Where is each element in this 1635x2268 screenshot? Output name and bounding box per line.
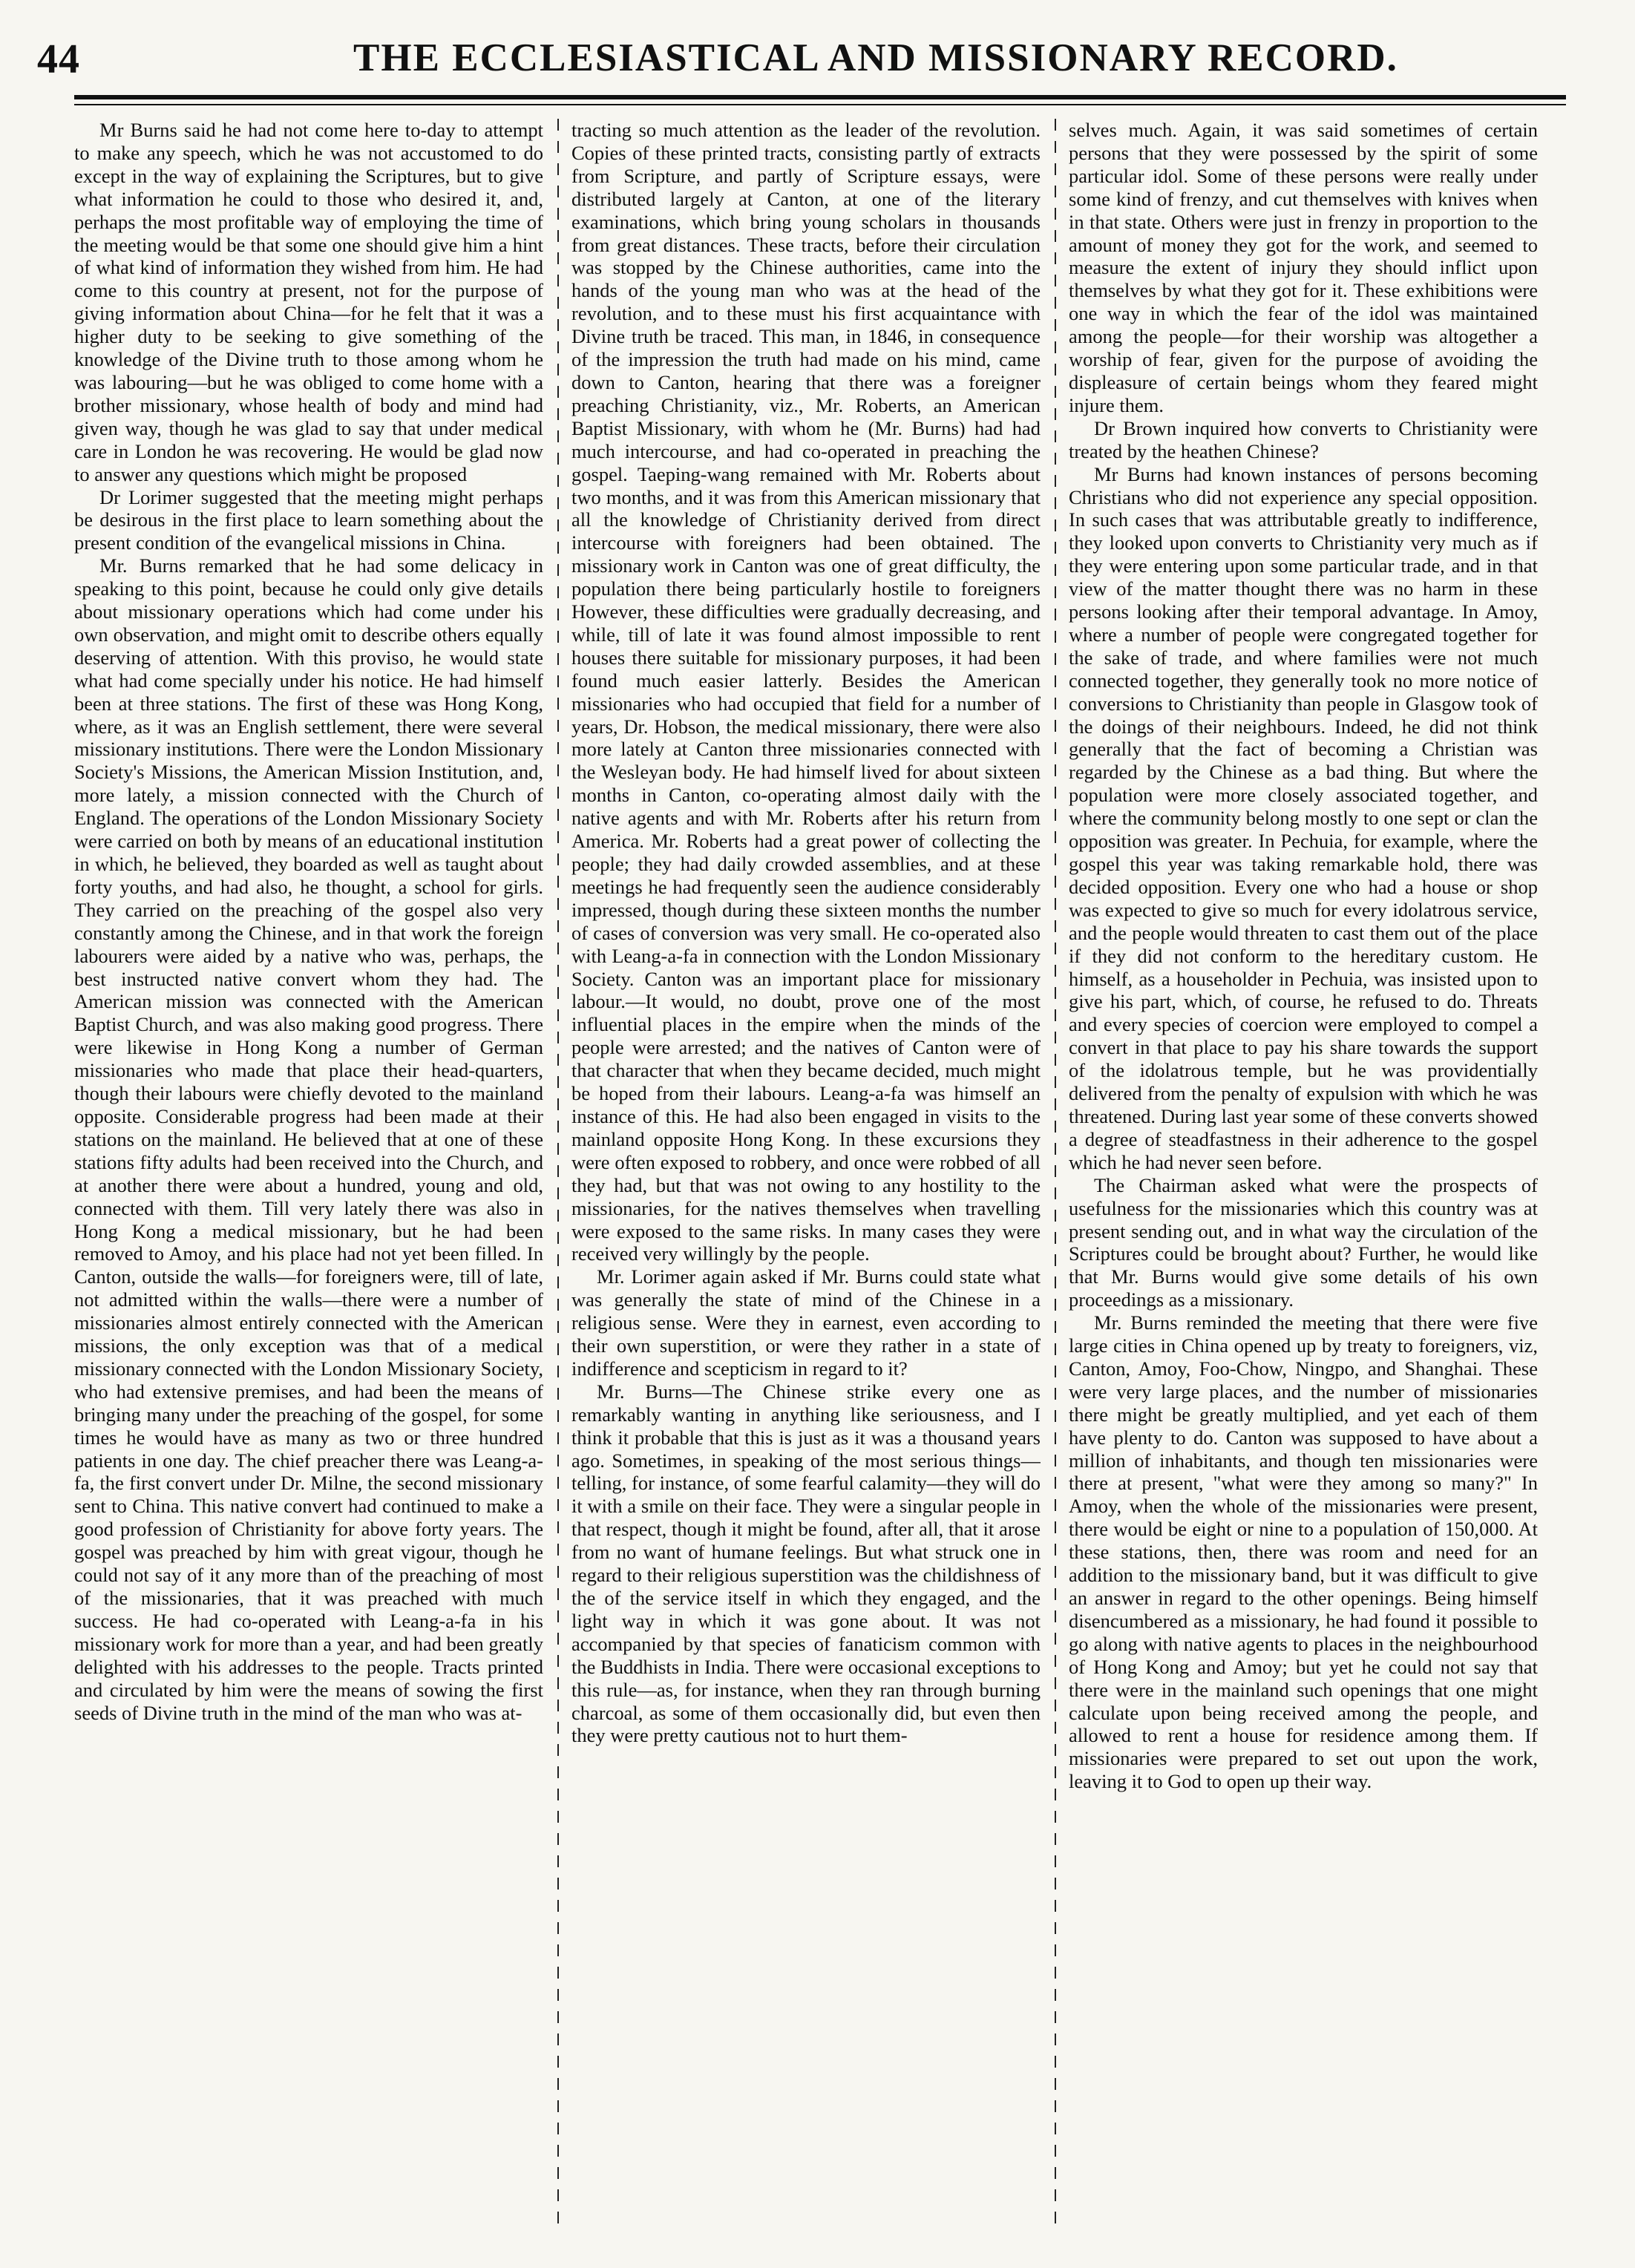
- paragraph: Mr Burns had known instances of persons becoming Christians who did not experience any special opposition. In such cases that was attributable greatly to indifference, they looked upon converts to Christianity very much as if they were entering upon some particular trade, and in that view of the matter thought there was no harm in these persons looking after their temporal advantage. In Amoy, where a number of people were congregated together for the sake of trade, and where families were not much connected together, they generally took no more notice of conversions to Christianity than people in Glasgow took of the doings of their neighbours. Indeed, he did not think generally that the fact of becoming a Christian was regarded by the Chinese as a bad thing. But where the population were more closely associated together, and where the community belong mostly to one sept or clan the opposition was greater. In Pechuia, for example, where the gospel this year was taking remarkable hold, there was decided opposition. Every one who had a house or shop was expected to give so much for every idolatrous service, and the people would threaten to cast them out of the place if they did not conform to the hereditary custom. He himself, as a householder in Pechuia, was insisted upon to give his part, which, of course, he refused to do. Threats and every species of coercion were employed to compel a convert in that place to pay his share towards the support of the idolatrous temple, but he was providentially delivered from the penalty of expulsion with which he was threatened. During last year some of these converts showed a degree of steadfastness in their adherence to the gospel which he had never seen before.: [1069, 462, 1538, 1173]
- paragraph: Dr Brown inquired how converts to Christianity were treated by the heathen Chinese?: [1069, 416, 1538, 462]
- paragraph: selves much. Again, it was said sometimes of certain persons that they were possessed by the spirit of some particular idol. Some of these persons were really under some kind of frenzy, and cut themselves with knives when in that state. Others were just in frenzy in proportion to the amount of money they got for the work, and seemed to measure the extent of injury they should inflict upon themselves by what they got for it. These exhibitions were one way in which the fear of the idol was maintained among the people—for their worship was altogether a worship of fear, given for the purpose of avoiding the displeasure of certain beings whom they feared might injure them.: [1069, 119, 1538, 416]
- page-header: [37, 36, 1596, 88]
- text-column-3: [1069, 119, 1538, 2234]
- paragraph: Mr Burns said he had not come here to-day to attempt to make any speech, which he was not accustomed to do except in the way of explaining the Scriptures, but to give what information he could to those who desired it, and, perhaps the most profitable way of employing the time of the meeting would be that some one should give him a hint of what kind of information they wished from him. He had come to this country at present, not for the purpose of giving information about China—for he felt that it was a higher duty to be seeking to give something of the knowledge of the Divine truth to those among whom he was labouring—but he was obliged to come home with a brother missionary, whose health of body and mind had given way, though he was glad to say that under medical care in London he was recovering. He would be glad now to answer any questions which might be proposed: [74, 119, 543, 485]
- paragraph: Mr. Lorimer again asked if Mr. Burns could state what was generally the state of mind of the Chinese in a religious sense. Were they in earnest, even according to their own superstition, or were they rather in a state of indifference and scepticism in regard to it?: [571, 1265, 1041, 1380]
- column-divider: [1055, 119, 1056, 2226]
- text-column-1: [74, 119, 543, 2234]
- text-column-2: [571, 119, 1041, 2234]
- header-rule-thick: [74, 95, 1566, 99]
- paragraph: Dr Lorimer suggested that the meeting might perhaps be desirous in the first place to learn something about the present condition of the evangelical missions in China.: [74, 485, 543, 554]
- paragraph: Mr. Burns reminded the meeting that there were five large cities in China opened up by treaty to foreigners, viz, Canton, Amoy, Foo-Chow, Ningpo, and Shanghai. These were very large places, and the number of missionaries there might be greatly multiplied, and yet each of them have plenty to do. Canton was supposed to have about a million of inhabitants, and though ten missionaries were there at present, "what were they among so many?" In Amoy, when the whole of the missionaries were present, there would be eight or nine to a population of 150,000. At these stations, then, there was room and need for an addition to the missionary band, but it was difficult to give an answer in regard to the other openings. Being himself disencumbered as a missionary, he had found it possible to go along with native agents to places in the neighbourhood of Hong Kong and Amoy; but yet he could not say that there were in the mainland such openings that one might calculate upon being received among the people, and allowed to rent a house for residence among them. If missionaries were prepared to set out upon the work, leaving it to God to open up their way.: [1069, 1311, 1538, 1793]
- running-title: THE ECCLESIASTICAL AND MISSIONARY RECORD.: [353, 36, 1398, 79]
- page-number: 44: [37, 36, 80, 82]
- paragraph: Mr. Burns—The Chinese strike every one as remarkably wanting in anything like seriousness, and I think it probable that this is just as it was a thousand years ago. Sometimes, in speaking of the most serious things—telling, for instance, of some fearful calamity—they will do it with a smile on their face. They were a singular people in that respect, though it might be found, after all, that it arose from no want of humane feelings. But what struck one in regard to their religious superstition was the childishness of the of the service itself in which they engaged, and the light way in which it was gone about. It was not accompanied by that species of fanaticism common with the Buddhists in India. There were occasional exceptions to this rule—as, for instance, when they ran through burning charcoal, as some of them occasionally did, but even then they were pretty cautious not to hurt them-: [571, 1380, 1041, 1747]
- column-divider: [557, 119, 559, 2226]
- paragraph: The Chairman asked what were the prospects of usefulness for the missionaries which this country was at present sending out, and in what way the circulation of the Scriptures could be brought about? Further, he would like that Mr. Burns would give some details of his own proceedings as a missionary.: [1069, 1173, 1538, 1311]
- header-rule-thin: [74, 104, 1566, 105]
- paragraph: Mr. Burns remarked that he had some delicacy in speaking to this point, because he could only give details about missionary operations which had come under his own observation, and might omit to describe others equally deserving of attention. With this proviso, he would state what had come specially under his notice. He had himself been at three stations. The first of these was Hong Kong, where, as it was an English settlement, there were several missionary institutions. There were the London Missionary Society's Missions, the American Mission Institution, and, more lately, a mission connected with the Church of England. The operations of the London Missionary Society were carried on both by means of an educational institution in which, he believed, they boarded as well as taught about forty youths, and had also, he thought, a school for girls. They carried on the preaching of the gospel also very constantly among the Chinese, and in that work the foreign labourers were aided by a native who was, perhaps, the best instructed native convert whom they had. The American mission was connected with the American Baptist Church, and was also making good progress. There were likewise in Hong Kong a number of German missionaries who made that place their head-quarters, though their labours were chiefly devoted to the mainland opposite. Considerable progress had been made at their stations on the mainland. He believed that at one of these stations fifty adults had been received into the Church, and at another there were about a hundred, young and old, connected with them. Till very lately there was also in Hong Kong a medical missionary, but he had been removed to Amoy, and his place had not yet been filled. In Canton, outside the walls—for foreigners were, till of late, not admitted within the walls—there were a number of missionaries almost entirely connected with the American missions, the only exception was that of a medical missionary connected with the London Missionary Society, who had extensive premises, and had been the means of bringing many under the preaching of the gospel, for some times he would have as many as two or three hundred patients in one day. The chief preacher there was Leang-a-fa, the first convert under Dr. Milne, the second missionary sent to China. This native convert had continued to make a good profession of Christianity for above forty years. The gospel was preached by him with great vigour, though he could not say of it any more than of the preaching of most of the missionaries, that it was preached with much success. He had co-operated with Leang-a-fa in his missionary work for more than a year, and had been greatly delighted with his addresses to the people. Tracts printed and circulated by him were the means of sowing the first seeds of Divine truth in the mind of the man who was at-: [74, 554, 543, 1724]
- paragraph: tracting so much attention as the leader of the revolution. Copies of these printed tracts, consisting partly of extracts from Scripture, and partly of Scripture essays, were distributed largely at Canton, at one of the literary examinations, which bring young scholars in thousands from great distances. These tracts, before their circulation was stopped by the Chinese authorities, came into the hands of the young man who was at the head of the revolution, and to these must his first acquaintance with Divine truth be traced. This man, in 1846, in consequence of the impression the truth had made on his mind, came down to Canton, hearing that there was a foreigner preaching Christianity, viz., Mr. Roberts, an American Baptist Missionary, with whom he (Mr. Burns) had had much intercourse, and had co-operated in preaching the gospel. Taeping-wang remained with Mr. Roberts about two months, and it was from this American missionary that all the knowledge of Christianity derived from direct intercourse with foreigners had been obtained. The missionary work in Canton was one of great difficulty, the population there being particularly hostile to foreigners However, these difficulties were gradually decreasing, and while, till of late it was found almost impossible to rent houses there suitable for missionary purposes, it had been found much easier latterly. Besides the American missionaries who had occupied that field for a number of years, Dr. Hobson, the medical missionary, there were also more lately at Canton three missionaries connected with the Wesleyan body. He had himself lived for about sixteen months in Canton, co-operating almost daily with the native agents and with Mr. Roberts after his return from America. Mr. Roberts had a great power of collecting the people; they had daily crowded assemblies, and at these meetings he had frequently seen the audience considerably impressed, though during these sixteen months the number of cases of conversion was very small. He co-operated also with Leang-a-fa in connection with the London Missionary Society. Canton was an important place for missionary labour.—It would, no doubt, prove one of the most influential places in the empire when the minds of the people were arrested; and the natives of Canton were of that character that when they became decided, much might be hoped from their labours. Leang-a-fa was himself an instance of this. He had also been engaged in visits to the mainland opposite Hong Kong. In these excursions they were often exposed to robbery, and once were robbed of all they had, but that was not owing to any hostility to the missionaries, for the natives themselves when travelling were exposed to the same risks. In many cases they were received very willingly by the people.: [571, 119, 1041, 1265]
